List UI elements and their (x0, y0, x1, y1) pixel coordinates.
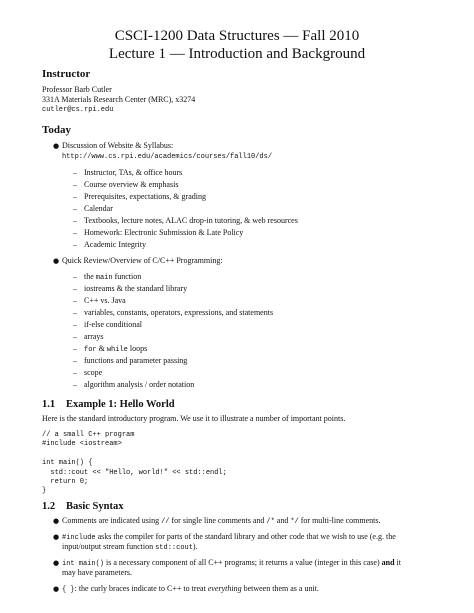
title-line-1: CSCI-1200 Data Structures — Fall 2010 (114, 28, 360, 44)
dash-marker: – (73, 228, 77, 237)
dash-marker: – (73, 284, 77, 293)
syllabus-item: Course overview & emphasis (84, 180, 179, 189)
syntax-bullet-braces: { }: the curly braces indicate to C++ to treat everything between them as a unit. (62, 584, 319, 594)
review-item: if-else conditional (84, 320, 142, 329)
instructor-heading: Instructor (42, 68, 91, 80)
review-item: arrays (84, 332, 104, 341)
review-item: scope (84, 368, 103, 377)
dash-marker: – (73, 356, 77, 365)
dash-marker: – (73, 240, 77, 249)
dash-marker: – (73, 192, 77, 201)
review-bullet-text: Quick Review/Overview of C/C++ Programming: (62, 256, 223, 265)
syllabus-item: Homework: Electronic Submission & Late Policy (84, 228, 244, 237)
syllabus-item: Textbooks, lecture notes, ALAC drop-in tutoring, & web resources (84, 216, 298, 225)
review-item: functions and parameter passing (84, 356, 188, 365)
bullet-icon: ● (53, 533, 60, 541)
today-heading: Today (42, 124, 71, 136)
dash-marker: – (73, 344, 77, 353)
dash-marker: – (73, 308, 77, 317)
dash-marker: – (73, 320, 77, 329)
syllabus-item: Calendar (84, 204, 113, 213)
instructor-email[interactable]: cutler@cs.rpi.edu (42, 106, 114, 114)
syllabus-item: Instructor, TAs, & office hours (84, 168, 183, 177)
dash-marker: – (73, 296, 77, 305)
review-item-main: the main function (84, 272, 142, 282)
review-item: algorithm analysis / order notation (84, 380, 195, 389)
dash-marker: – (73, 180, 77, 189)
dash-marker: – (73, 216, 77, 225)
dash-marker: – (73, 368, 77, 377)
bullet-icon: ● (53, 257, 60, 265)
dash-marker: – (73, 272, 77, 281)
review-item-loops: for & while loops (84, 344, 148, 354)
syntax-heading: 1.2 Basic Syntax (42, 501, 124, 512)
syntax-bullet-main-line2: may have parameters. (62, 568, 132, 577)
dash-marker: – (73, 168, 77, 177)
syllabus-item: Prerequisites, expectations, & grading (84, 192, 206, 201)
syllabus-bullet-text: Discussion of Website & Syllabus: (62, 141, 174, 150)
syntax-bullet-main: int main() is a necessary component of all C++ programs; it returns a value (integer in this case) and it (62, 558, 401, 568)
hello-world-code: // a small C++ program #include <iostream> int main() { std::cout << "Hello, world!" << std::endl; return 0; } (42, 431, 227, 496)
syllabus-item: Academic Integrity (84, 240, 146, 249)
syntax-bullet-include: #include asks the compiler for parts of the standard library and other code that we wish to use (e.g. the (62, 532, 396, 542)
title-line-2: Lecture 1 — Introduction and Background (108, 46, 366, 62)
course-url-link[interactable]: http://www.cs.rpi.edu/academics/courses/fall10/ds/ (62, 153, 273, 161)
syntax-bullet-comments: Comments are indicated using // for single line comments and /* and */ for multi-line comments. (62, 516, 381, 526)
example-intro: Here is the standard introductory program. We use it to illustrate a number of important points. (42, 414, 346, 423)
bullet-icon: ● (53, 142, 60, 150)
bullet-icon: ● (53, 559, 60, 567)
instructor-office: 331A Materials Research Center (MRC), x3274 (42, 95, 196, 104)
example-heading: 1.1 Example 1: Hello World (42, 399, 175, 410)
bullet-icon: ● (53, 585, 60, 593)
syntax-bullet-include-line2: input/output stream function std::cout). (62, 542, 198, 552)
bullet-icon: ● (53, 517, 60, 525)
review-item: variables, constants, operators, expressions, and statements (84, 308, 274, 317)
dash-marker: – (73, 204, 77, 213)
dash-marker: – (73, 380, 77, 389)
review-item: C++ vs. Java (84, 296, 126, 305)
review-item: iostreams & the standard library (84, 284, 188, 293)
dash-marker: – (73, 332, 77, 341)
instructor-name: Professor Barb Cutler (42, 85, 112, 94)
